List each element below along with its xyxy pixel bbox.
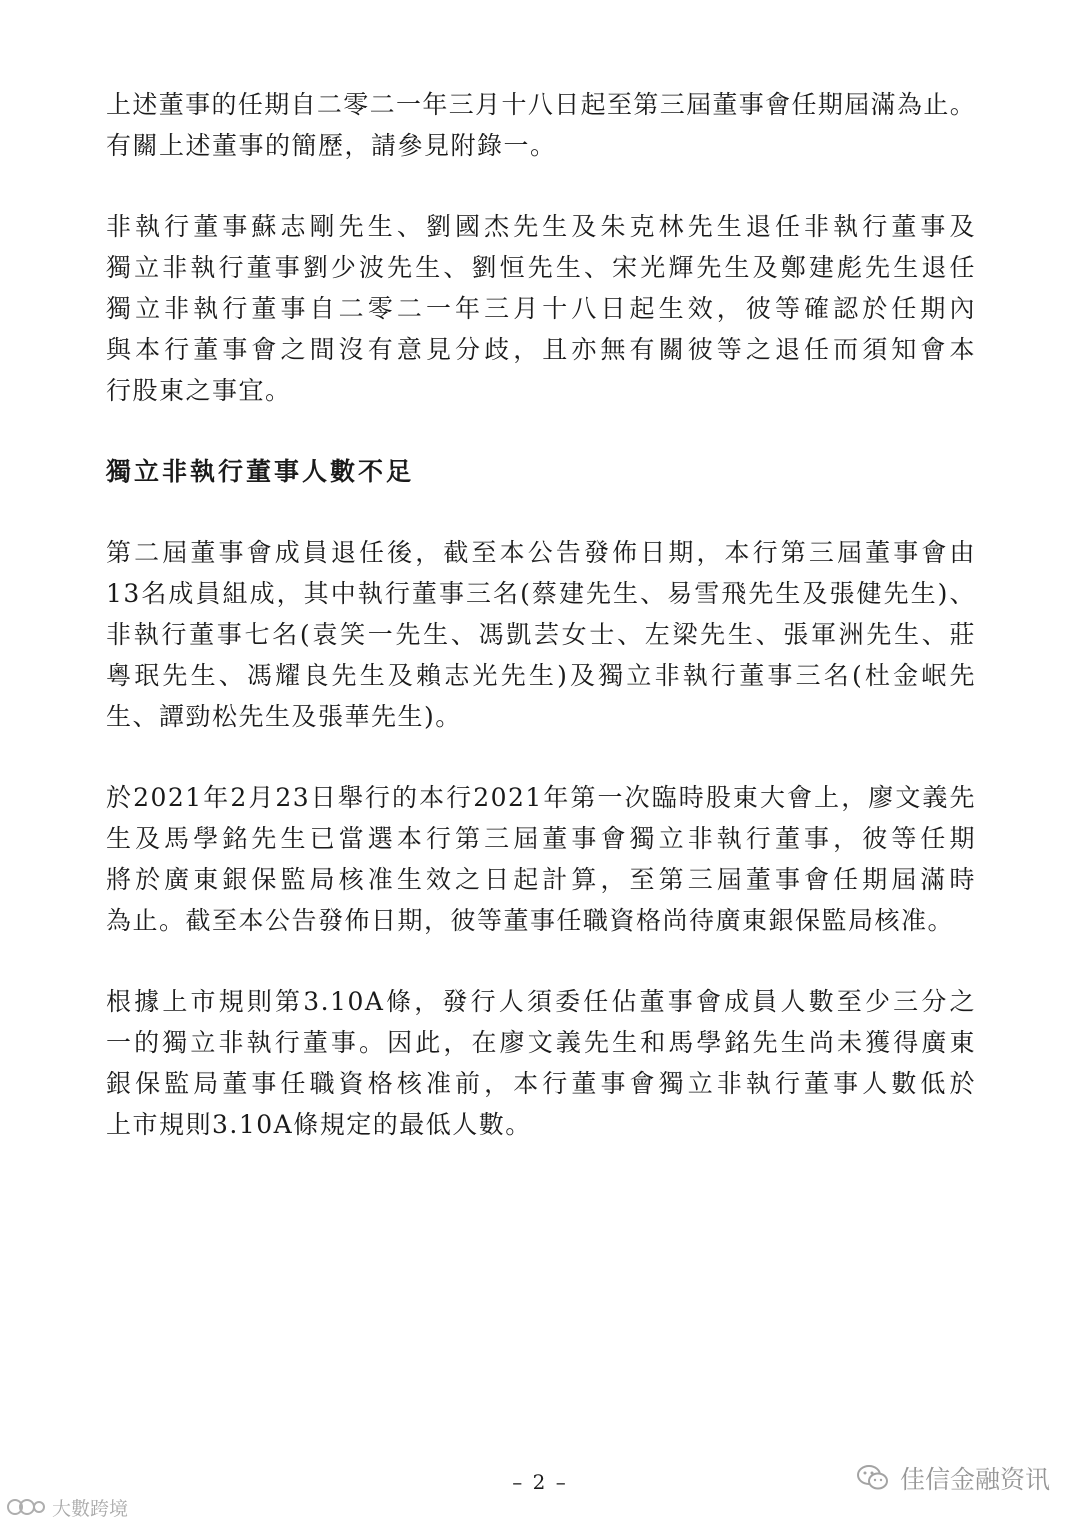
paragraph-retirement [106,206,976,411]
text-line: 一的獨立非執行董事。因此，在廖文義先生和馬學銘先生尚未獲得廣東 [106,1028,976,1057]
text-line: 獨立非執行董事自二零二一年三月十八日起生效，彼等確認於任期內 [106,294,976,323]
paragraph-egm-election [106,777,976,941]
text-line: 行股東之事宜。 [106,376,292,405]
text-line: 與本行董事會之間沒有意見分歧，且亦無有關彼等之退任而須知會本 [106,335,976,364]
text-line: 有關上述董事的簡歷，請參見附錄一。 [106,131,557,160]
text-line: 第二屆董事會成員退任後，截至本公告發佈日期，本行第三屆董事會由 [106,538,976,567]
text-line: 非執行董事蘇志剛先生、劉國杰先生及朱克林先生退任非執行董事及 [106,212,976,241]
text-line: 非執行董事七名(袁笑一先生、馮凱芸女士、左梁先生、張軍洲先生、莊 [106,620,976,649]
text-line: 為止。截至本公告發佈日期，彼等董事任職資格尚待廣東銀保監局核准。 [106,906,955,935]
text-line: 上述董事的任期自二零二一年三月十八日起至第三屆董事會任期屆滿為止。 [106,90,976,119]
wechat-icon [856,1463,890,1493]
brand-logo-icon [6,1496,46,1518]
text-line: 生、譚勁松先生及張華先生)。 [106,702,462,731]
text-line: 銀保監局董事任職資格核准前，本行董事會獨立非執行董事人數低於 [106,1069,976,1098]
text-line: 將於廣東銀保監局核准生效之日起計算，至第三屆董事會任期屆滿時 [106,865,976,894]
section-heading: 獨立非執行董事人數不足 [106,457,415,486]
document-body [106,84,976,1145]
paragraph-term [106,84,976,166]
text-line: 獨立非執行董事劉少波先生、劉恒先生、宋光輝先生及鄭建彪先生退任 [106,253,976,282]
text-line: 根據上市規則第3.10A條，發行人須委任佔董事會成員人數至少三分之 [106,987,976,1016]
text-line: 於2021年2月23日舉行的本行2021年第一次臨時股東大會上，廖文義先 [106,783,976,812]
watermark-right [856,1460,1050,1496]
text-line: 13名成員組成，其中執行董事三名(蔡建先生、易雪飛先生及張健先生)、 [106,579,976,608]
watermark-right-text: 佳信金融资讯 [899,1465,1050,1494]
paragraph-listing-rule [106,981,976,1145]
watermark-left-text: 大數跨境 [52,1497,129,1520]
text-line: 粵珉先生、馮耀良先生及賴志光先生)及獨立非執行董事三名(杜金岷先 [106,661,976,690]
text-line: 生及馬學銘先生已當選本行第三屆董事會獨立非執行董事，彼等任期 [106,824,976,853]
text-line: 上市規則3.10A條規定的最低人數。 [106,1110,532,1139]
paragraph-board-composition [106,532,976,737]
watermark-left [6,1492,128,1522]
page-number: – 2 – [512,1470,568,1494]
